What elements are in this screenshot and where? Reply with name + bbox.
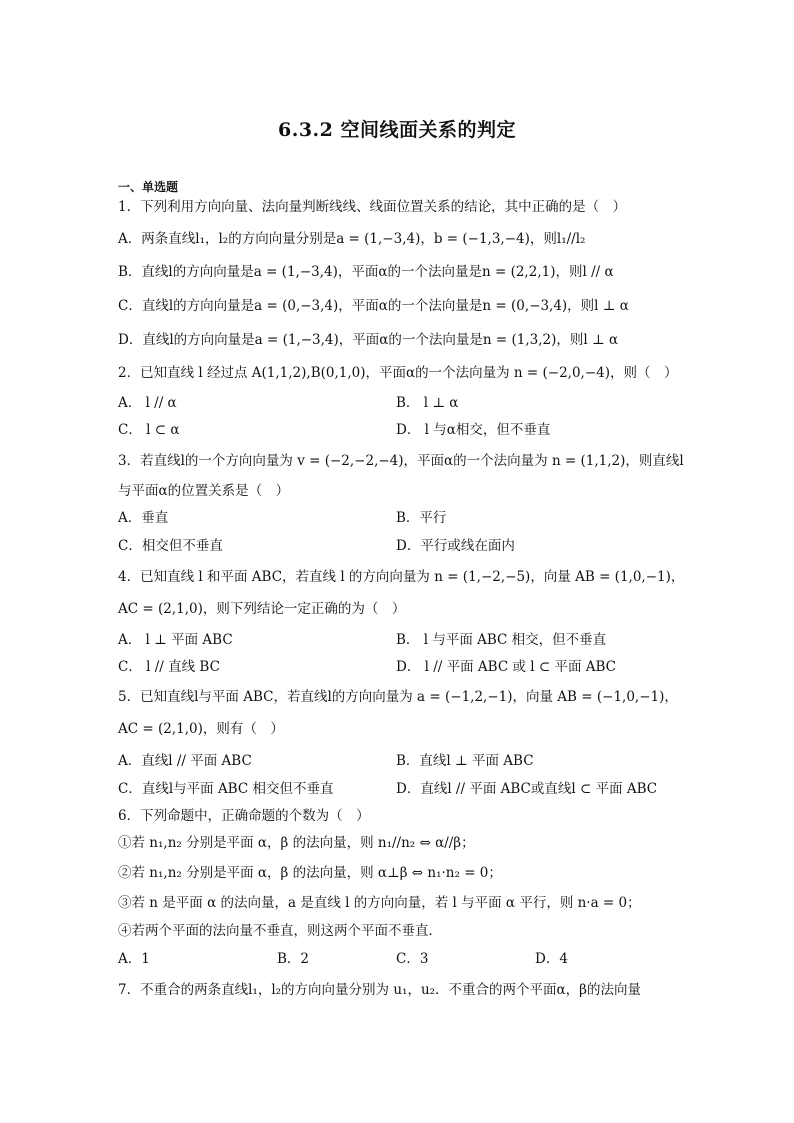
question-4-option-a[interactable]: A． l ⊥ 平面 ABC [118, 632, 233, 648]
question-1-stem: 1．下列利用方向向量、法向量判断线线、线面位置关系的结论，其中正确的是（ ） [118, 199, 627, 215]
question-3-option-a[interactable]: A．垂直 [118, 510, 169, 526]
question-6-option-d[interactable]: D．4 [535, 951, 568, 967]
question-6-statement-2: ②若 n₁,n₂ 分别是平面 α，β 的法向量，则 α⊥β ⇔ n₁·n₂ = 0； [118, 865, 502, 881]
question-4-stem-line-2: AC = (2,1,0)，则下列结论一定正确的为（ ） [118, 601, 406, 617]
question-5-stem-line-1: 5．已知直线l与平面 ABC，若直线l的方向向量为 a = (−1,2,−1)，向量 AB = (−1,0,−1)， [118, 689, 678, 705]
question-6-statement-3: ③若 n 是平面 α 的法向量，a 是直线 l 的方向向量，若 l 与平面 α 平行，则 n·a = 0； [118, 895, 641, 911]
question-5-stem-line-2: AC = (2,1,0)，则有（ ） [118, 721, 284, 737]
question-4-stem-line-1: 4．已知直线 l 和平面 ABC，若直线 l 的方向向量为 n = (1,−2,−5)，向量 AB = (1,0,−1)， [118, 569, 685, 585]
question-2-option-a[interactable]: A． l // α [118, 395, 177, 411]
question-6-statement-1: ①若 n₁,n₂ 分别是平面 α，β 的法向量，则 n₁//n₂ ⇔ α//β； [118, 835, 475, 851]
question-5-option-a[interactable]: A．直线l // 平面 ABC [118, 753, 252, 769]
question-7-stem: 7．不重合的两条直线l₁，l₂的方向向量分别为 u₁，u₂．不重合的两个平面α，β的法向量 [118, 982, 641, 998]
question-1-option-b[interactable]: B．直线l的方向向量是a = (1,−3,4)，平面α的一个法向量是n = (2,2,1)，则l // α [118, 264, 614, 280]
question-2-option-b[interactable]: B． l ⊥ α [396, 395, 459, 411]
question-6-statement-4: ④若两个平面的法向量不垂直，则这两个平面不垂直． [118, 923, 442, 939]
question-2-option-d[interactable]: D． l 与α相交，但不垂直 [396, 422, 551, 438]
question-6-option-b[interactable]: B．2 [277, 951, 310, 967]
question-3-stem-line-2: 与平面α的位置关系是（ ） [118, 483, 290, 499]
question-3-stem-line-1: 3．若直线l的一个方向向量为 v = (−2,−2,−4)，平面α的一个法向量为 n = (1,1,2)，则直线l [118, 453, 684, 469]
section-heading: 一、单选题 [118, 180, 179, 194]
question-3-option-c[interactable]: C．相交但不垂直 [118, 538, 223, 554]
question-4-option-c[interactable]: C． l // 直线 BC [118, 659, 220, 675]
question-4-option-d[interactable]: D． l // 平面 ABC 或 l ⊂ 平面 ABC [396, 659, 616, 675]
question-1-option-c[interactable]: C．直线l的方向向量是a = (0,−3,4)，平面α的一个法向量是n = (0,−3,4)，则l ⊥ α [118, 298, 629, 314]
question-2-option-c[interactable]: C． l ⊂ α [118, 422, 180, 438]
question-2-stem: 2．已知直线 l 经过点 A(1,1,2),B(0,1,0)，平面α的一个法向量为 n = (−2,0,−4)，则（ ） [118, 365, 678, 381]
question-3-option-b[interactable]: B．平行 [396, 510, 447, 526]
question-5-option-b[interactable]: B．直线l ⊥ 平面 ABC [396, 753, 534, 769]
question-6-option-c[interactable]: C．3 [396, 951, 429, 967]
page-title: 6.3.2 空间线面关系的判定 [277, 119, 516, 141]
question-4-option-b[interactable]: B． l 与平面 ABC 相交，但不垂直 [396, 632, 607, 648]
question-3-option-d[interactable]: D．平行或线在面内 [396, 538, 515, 554]
question-6-option-a[interactable]: A．1 [118, 951, 150, 967]
question-1-option-d[interactable]: D．直线l的方向向量是a = (1,−3,4)，平面α的一个法向量是n = (1,3,2)，则l ⊥ α [118, 332, 619, 348]
question-1-option-a[interactable]: A．两条直线l₁，l₂的方向向量分别是a = (1,−3,4)，b = (−1,3,−4)，则l₁//l₂ [118, 231, 586, 247]
question-5-option-c[interactable]: C．直线l与平面 ABC 相交但不垂直 [118, 781, 334, 797]
question-5-option-d[interactable]: D．直线l // 平面 ABC或直线l ⊂ 平面 ABC [396, 781, 658, 797]
question-6-stem: 6．下列命题中，正确命题的个数为（ ） [118, 808, 370, 824]
